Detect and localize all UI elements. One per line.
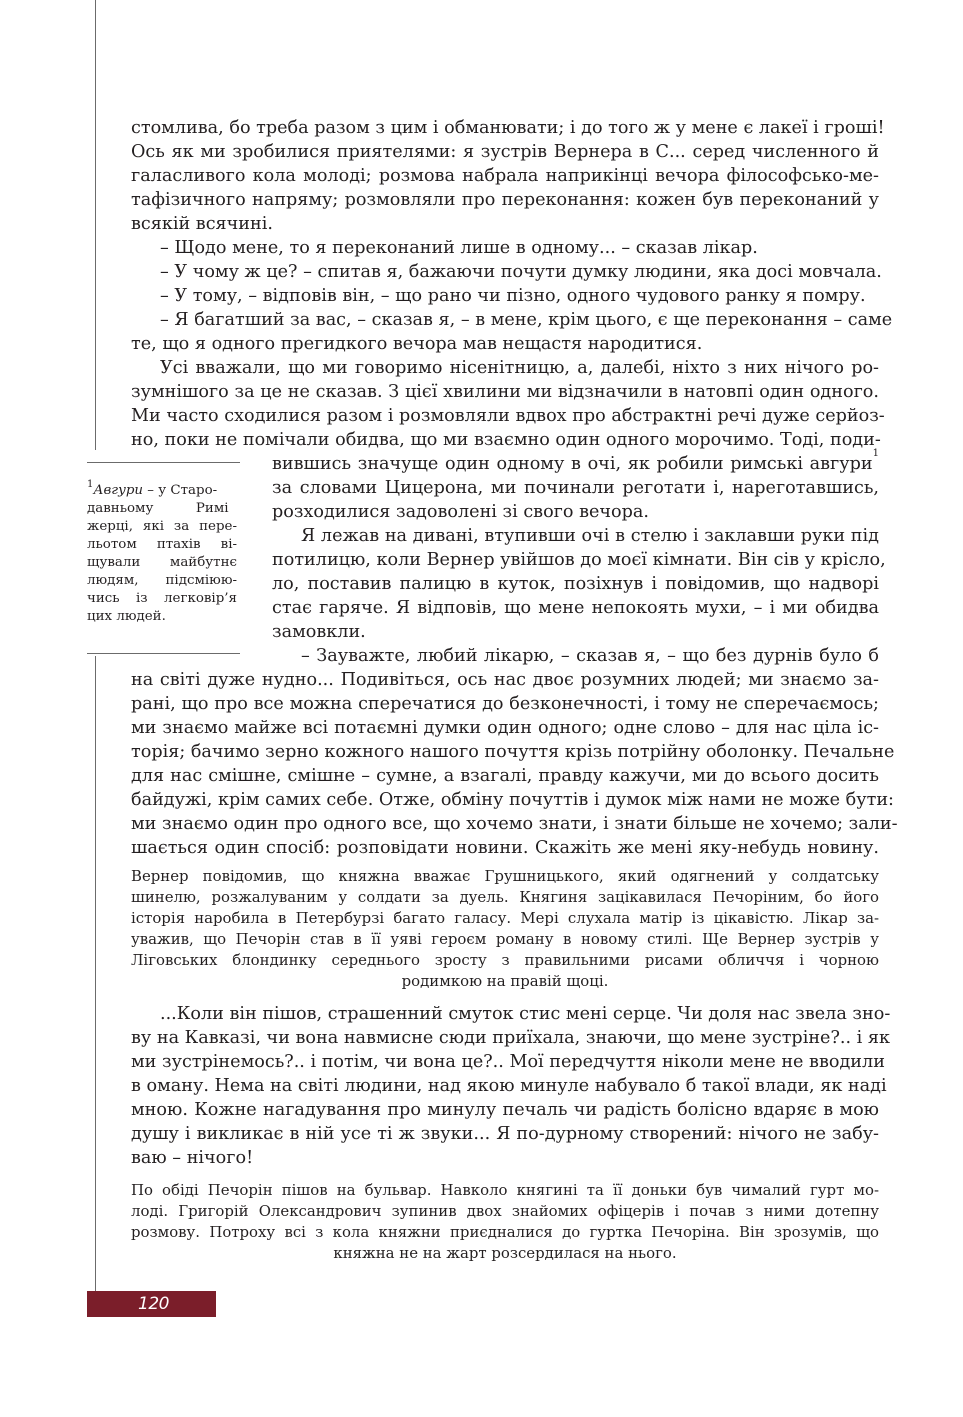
footnote-line: цих людей. (87, 609, 166, 624)
footnote-line: льотом птахів ві- (87, 537, 237, 552)
footnote-line: щували майбутнє (87, 555, 237, 570)
text-line: – Зауважте, любий лікарю, – сказав я, – що без дурнів було б (301, 646, 879, 666)
summary-line: По обіді Печорін пішов на бульвар. Навколо княгині та її доньки був чималий гурт мо- (131, 1181, 879, 1199)
footnote-reference: 1 (872, 448, 879, 459)
dialogue-line: те, що я одного прегидкого вечора мав нещастя народитися. (131, 334, 703, 354)
footnote-line: жерці, які за пере- (87, 519, 237, 534)
page-margin-rule (95, 0, 96, 450)
text-line: Ми часто сходилися разом і розмовляли вдвох про абстрактні речі дуже серйоз- (131, 406, 885, 426)
text-line (272, 448, 879, 474)
summary-line: шинелю, розжалуваним у солдати за дуель. Княгиня зацікавилася Печоріним, бо його (131, 888, 879, 906)
text-line: ми знаємо один про одного все, що хочемо знати, і знати більше не хочемо; зали- (131, 814, 898, 834)
text-line: ...Коли він пішов, страшенний смуток стис мені серце. Чи доля нас звела зно- (160, 1004, 891, 1024)
text-line: душу і викликає в ній усе ті ж звуки... Я по-дурному створений: нічого не забу- (131, 1124, 879, 1144)
text-segment (272, 454, 873, 474)
text-line: замовкли. (272, 622, 366, 642)
text-line: галасливого кола молоді; розмова набрала наприкінці вечора філософсько-ме- (131, 166, 879, 186)
text-line-content: вившись значуще один одному в очі, як робили римські авгури (272, 454, 873, 474)
dialogue-line: – Я багатший за вас, – сказав я, – в мене, крім цього, є ще переконання – саме (160, 310, 893, 330)
text-line: потилицю, коли Вернер увійшов до моєї кімнати. Він сів у крісло, (272, 550, 886, 570)
summary-line: розмову. Потроху всі з кола княжни приєдналися до гуртка Печоріна. Він зрозумів, що (131, 1223, 879, 1241)
text-line: ву на Кавказі, чи вона навмисне сюди приїхала, знаючи, що мене зустріне?.. і як (131, 1028, 890, 1048)
page-margin-rule (95, 656, 96, 1316)
footnote-divider-bottom (87, 653, 240, 654)
text-line: стає гаряче. Я відповів, що мене непокоять мухи, – і ми обидва (272, 598, 879, 618)
text-line: зумнішого за це не сказав. З цієї хвилини ми відзначили в натовпі один одного. (131, 382, 879, 402)
text-line: ваю – нічого! (131, 1148, 254, 1168)
footnote-line: чись із легковір’я (87, 591, 237, 606)
text-line: розходилися задоволені зі свого вечора. (272, 502, 649, 522)
dialogue-line: – У чому ж це? – спитав я, бажаючи почути думку людини, яка досі мовчала. (160, 262, 882, 282)
footnote-term: Авгури (93, 483, 144, 498)
text-line: для нас смішне, смішне – сумне, а взагалі, правду кажучи, ми до всього досить (131, 766, 879, 786)
summary-line: лоді. Григорій Олександрович зупинив двох знайомих офіцерів і почав з ними дотепну (131, 1202, 879, 1220)
footnote-line: людям, підсміюю- (87, 573, 237, 588)
text-line: ло, поставив палицю в куток, позіхнув і повідомив, що надворі (272, 574, 879, 594)
text-line: но, поки не помічали обидва, що ми взаємно один одного морочимо. Тоді, поди- (131, 430, 881, 450)
summary-line: родимкою на правій щоці. (401, 972, 609, 990)
text-line: рані, що про все можна сперечатися до безконечності, і тому не сперечаємось; (131, 694, 879, 714)
text-line: в оману. Нема на світі людини, над якою минуле набувало б такої влади, як наді (131, 1076, 887, 1096)
text-line: за словами Цицерона, ми починали реготати і, нареготавшись, (272, 478, 879, 498)
footnote-line (87, 479, 218, 499)
text-line: ми зустрінемось?.. і потім, чи вона це?.. Мої передчуття ніколи мене не вводили (131, 1052, 885, 1072)
text-line: стомлива, бо треба разом з цим і обманювати; і до того ж у мене є лакеї і гроші! (131, 118, 885, 138)
summary-line: Вернер повідомив, що княжна вважає Грушницького, який одягнений у солдатську (131, 867, 879, 885)
dialogue-line: – У тому, – відповів він, – що рано чи пізно, одного чудового ранку я помру. (160, 286, 866, 306)
footnote-line: давньому Римі (87, 501, 229, 516)
text-line: всякій всячині. (131, 214, 273, 234)
summary-line: княжна не на жарт розсердилася на нього. (333, 1244, 677, 1262)
text-line: байдужі, крім самих себе. Отже, обміну почуттів і думок між нами не може бути: (131, 790, 894, 810)
text-line: торія; бачимо зерно кожного нашого почуття крізь потрійну оболонку. Печальне (131, 742, 895, 762)
summary-line: уважив, що Печорін став в її уяві героєм роману в новому стилі. Ще Вернер зустрів у (131, 930, 879, 948)
text-line: мною. Кожне нагадування про минулу печаль чи радість болісно вдаряє в мою (131, 1100, 879, 1120)
page-number: 120 (138, 1294, 169, 1314)
text-line: Усі вважали, що ми говоримо нісенітницю, а, далебі, ніхто з них нічого ро- (160, 358, 879, 378)
text-line: тафізичного напряму; розмовляли про переконання: кожен був переконаний у (131, 190, 879, 210)
text-line: на світі дуже нудно... Подивіться, ось нас двоє розумних людей; ми знаємо за- (131, 670, 879, 690)
text-line: шається один спосіб: розповідати новини. Скажіть же мені яку-небудь новину. (131, 838, 879, 858)
text-line: Я лежав на дивані, втупивши очі в стелю і заклавши руки під (301, 526, 879, 546)
text-line: Ось як ми зробилися приятелями: я зустрів Вернера в С... серед численного й (131, 142, 879, 162)
summary-line: історія наробила в Петербурзі багато галасу. Мері слухала матір із цікавістю. Лікар за- (131, 909, 879, 927)
summary-line: Ліговських блондинку середнього зросту з правильними рисами обличчя і чорною (131, 951, 879, 969)
dialogue-line: – Щодо мене, то я переконаний лише в одному... – сказав лікар. (160, 238, 758, 258)
footnote-mark: 1 (87, 479, 94, 490)
footnote-text: – у Старо- (143, 483, 218, 498)
footnote-divider-top (87, 462, 240, 463)
text-line: ми знаємо майже всі потаємні думки один одного; одне слово – для нас ціла іс- (131, 718, 879, 738)
